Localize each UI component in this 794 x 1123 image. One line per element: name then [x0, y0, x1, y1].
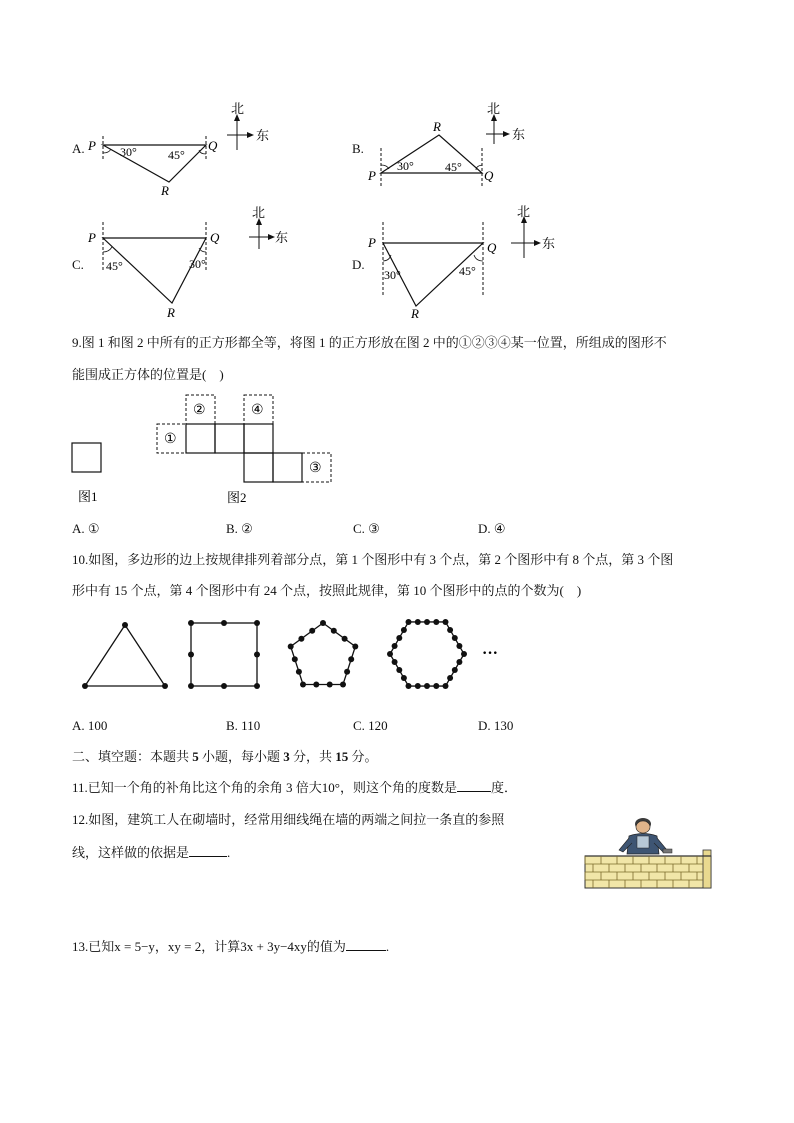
bricklayer-illustration — [583, 814, 715, 890]
q9-choice-b: B. ② — [226, 521, 253, 536]
vertex-dot — [396, 667, 402, 673]
answer-blank[interactable] — [346, 939, 386, 951]
figure-8b — [365, 98, 540, 193]
q11-text: 11.已知一个角的补角比这个角的余角 3 倍大10°，则这个角的度数是 度． — [72, 780, 517, 795]
point-p: P — [368, 235, 376, 250]
vertex-dot — [396, 635, 402, 641]
vertex-dot — [221, 683, 227, 689]
compass-icon — [249, 205, 288, 249]
vertex-dot — [443, 619, 449, 625]
q9-choice-a: A. ① — [72, 521, 100, 536]
vertex-dot — [406, 683, 412, 689]
compass-icon — [227, 101, 269, 150]
vertex-dot — [296, 669, 302, 675]
vertex-dot — [401, 675, 407, 681]
polygon-pentagon — [291, 623, 356, 685]
fig2-caption: 图2 — [227, 490, 247, 505]
point-p: P — [368, 168, 376, 183]
q10-choice-c: C. 120 — [353, 718, 388, 733]
vertex-dot — [292, 656, 298, 662]
marker-1: ① — [164, 432, 177, 447]
vertex-dot — [254, 652, 260, 658]
north-label: 北 — [231, 101, 245, 116]
q12-text-line2: 线，这样做的依据是 . — [72, 845, 231, 860]
marker-2: ② — [193, 403, 206, 418]
vertex-dot — [188, 652, 194, 658]
option-c-label: C. — [72, 257, 84, 272]
worker-figure — [619, 818, 672, 854]
point-q: Q — [484, 168, 494, 183]
option-b-label: B. — [352, 141, 364, 156]
vertex-dot — [392, 659, 398, 665]
figure-8c — [84, 200, 299, 325]
vertex-dot — [313, 682, 319, 688]
angle-q-label: 45° — [445, 160, 462, 174]
angle-p-label: 30° — [397, 159, 414, 173]
vertex-dot — [401, 627, 407, 633]
vertex-dot — [344, 669, 350, 675]
polygon-square — [191, 623, 257, 686]
option-d-label: D. — [352, 257, 365, 272]
vertex-dot — [424, 619, 430, 625]
vertex-dot — [300, 682, 306, 688]
east-label: 东 — [512, 127, 526, 142]
vertex-dot — [188, 683, 194, 689]
vertex-dot — [348, 656, 354, 662]
vertex-dot — [298, 636, 304, 642]
point-q: Q — [487, 240, 497, 255]
vertex-dot — [452, 635, 458, 641]
angle-p-label: 30° — [120, 145, 137, 159]
point-r: R — [411, 306, 419, 321]
q9-text-line2: 能围成正方体的位置是( ) — [72, 367, 224, 382]
hexagon-dots — [387, 619, 467, 689]
square-dots — [188, 620, 260, 689]
option-a-label: A. — [72, 141, 85, 156]
fig1-caption: 图1 — [78, 489, 98, 504]
figure-8d — [366, 200, 566, 325]
q13-text: 13.已知x = 5−y，xy = 2，计算3x + 3y−4xy的值为 . — [72, 939, 390, 954]
vertex-dot — [443, 683, 449, 689]
compass-icon — [486, 101, 525, 144]
point-r: R — [433, 119, 441, 134]
vertex-dot — [447, 675, 453, 681]
vertex-dot — [452, 667, 458, 673]
vertex-dot — [254, 683, 260, 689]
figure-8a — [84, 98, 284, 200]
vertex-dot — [424, 683, 430, 689]
brick-wall — [585, 850, 711, 888]
vertex-dot — [320, 620, 326, 626]
compass-icon — [511, 204, 555, 258]
ellipsis: ··· — [482, 645, 499, 662]
point-q: Q — [208, 138, 218, 153]
vertex-dot — [82, 683, 88, 689]
point-p: P — [88, 138, 96, 153]
q12-text-line1: 12.如图，建筑工人在砌墙时，经常用细线绳在墙的两端之间拉一条直的参照 — [72, 812, 505, 827]
marker-3: ③ — [309, 461, 322, 476]
polygon-triangle — [85, 625, 165, 686]
q10-text-line1: 10.如图，多边形的边上按规律排列着部分点，第 1 个图形中有 3 个点，第 2 个图形中有 8 个点，第 3 个图 — [72, 552, 674, 567]
q9-choice-c: C. ③ — [353, 521, 380, 536]
angle-q-label: 45° — [459, 264, 476, 278]
q10-text-line2: 形中有 15 个点，第 4 个图形中有 24 个点，按照此规律，第 10 个图形中的点的个数为( ) — [72, 583, 582, 598]
polygon-hexagon — [390, 622, 464, 686]
triangle-dots — [82, 622, 168, 689]
angle-p-label: 30° — [384, 268, 401, 282]
pentagon-dots — [288, 620, 359, 688]
vertex-dot — [433, 683, 439, 689]
vertex-dot — [406, 619, 412, 625]
q10-choice-a: A. 100 — [72, 718, 108, 733]
point-r: R — [161, 183, 169, 198]
q9-text-line1: 9.图 1 和图 2 中所有的正方形都全等，将图 1 的正方形放在图 2 中的①②③④某一位置，所组成的图形不 — [72, 335, 667, 350]
vertex-dot — [162, 683, 168, 689]
vertex-dot — [340, 682, 346, 688]
vertex-dot — [254, 620, 260, 626]
east-label: 东 — [256, 128, 270, 143]
vertex-dot — [188, 620, 194, 626]
vertex-dot — [415, 683, 421, 689]
q10-choice-b: B. 110 — [226, 718, 261, 733]
vertex-dot — [447, 627, 453, 633]
north-label: 北 — [517, 204, 531, 219]
point-p: P — [88, 230, 96, 245]
figure-10 — [70, 612, 510, 697]
vertex-dot — [221, 620, 227, 626]
vertex-dot — [456, 643, 462, 649]
q9-choice-d: D. ④ — [478, 521, 506, 536]
marker-4: ④ — [251, 403, 264, 418]
point-r: R — [167, 305, 175, 320]
vertex-dot — [288, 644, 294, 650]
fig1-square — [72, 443, 101, 472]
vertex-dot — [392, 643, 398, 649]
vertex-dot — [352, 644, 358, 650]
north-label: 北 — [487, 101, 501, 116]
east-label: 东 — [542, 236, 556, 251]
vertex-dot — [456, 659, 462, 665]
vertex-dot — [327, 682, 333, 688]
angle-p-label: 45° — [106, 259, 123, 273]
angle-q-label: 30° — [189, 257, 206, 271]
vertex-dot — [342, 636, 348, 642]
vertex-dot — [415, 619, 421, 625]
figure-9 — [66, 390, 346, 512]
vertex-dot — [331, 628, 337, 634]
east-label: 东 — [275, 230, 289, 245]
section-heading: 二、填空题：本题共 5 小题，每小题 3 分，共 15 分。 — [72, 749, 378, 764]
vertex-dot — [309, 628, 315, 634]
north-label: 北 — [252, 205, 266, 220]
vertex-dot — [122, 622, 128, 628]
q10-choice-d: D. 130 — [478, 718, 514, 733]
answer-blank[interactable] — [189, 845, 227, 857]
answer-blank[interactable] — [457, 780, 491, 792]
vertex-dot — [461, 651, 467, 657]
vertex-dot — [387, 651, 393, 657]
fig2-net — [186, 424, 302, 482]
angle-q-label: 45° — [168, 148, 185, 162]
point-q: Q — [210, 230, 220, 245]
vertex-dot — [433, 619, 439, 625]
